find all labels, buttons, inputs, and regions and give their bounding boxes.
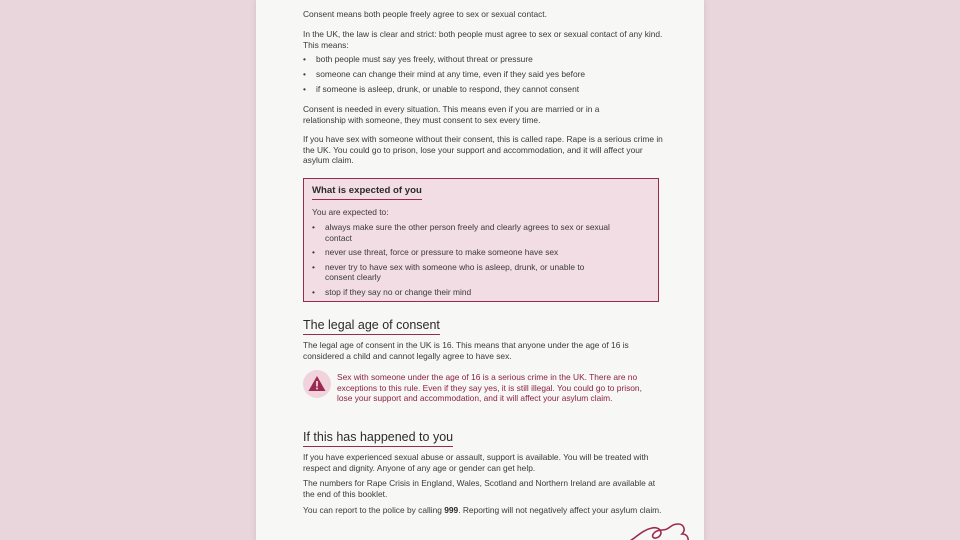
consent-rules-list — [303, 54, 665, 95]
legal-age-heading: The legal age of consent — [303, 318, 440, 335]
box-intro: You are expected to: — [312, 207, 389, 217]
report-text-end: . Reporting will not negatively affect your asylum claim. — [458, 505, 662, 515]
consent-definition: Consent means both people freely agree to sex or sexual contact. — [303, 9, 547, 19]
expected-of-you-box — [303, 178, 659, 302]
report-text: You can report to the police by calling — [303, 505, 445, 515]
list-item: • both people must say yes freely, without threat or pressure — [303, 54, 665, 65]
rape-warning-paragraph: If you have sex with someone without their consent, this is called rape. Rape is a serious crime in the UK. You could go to prison, lose your support and accommodation, and it will affect your asylum claim. — [303, 134, 663, 166]
happened-heading: If this has happened to you — [303, 430, 453, 447]
under-16-warning: Sex with someone under the age of 16 is a serious crime in the UK. There are no exceptions to this rule. Even if they say yes, it is still illegal. You could go to prison, lose your support and accommodation, and it will affect your asylum claim. — [337, 372, 642, 404]
every-situation-paragraph: Consent is needed in every situation. This means even if you are married or in a relationship with someone, they must consent to sex every time. — [303, 104, 600, 125]
list-item: • always make sure the other person freely and clearly agrees to sex or sexual contact — [312, 222, 612, 243]
list-item: • stop if they say no or change their mind — [312, 287, 612, 298]
warning-triangle-icon — [303, 370, 331, 398]
police-number: 999 — [444, 505, 459, 515]
legal-age-paragraph: The legal age of consent in the UK is 16. This means that anyone under the age of 16 is considered a child and cannot legally agree to have sex. — [303, 340, 629, 361]
report-paragraph — [303, 505, 665, 516]
list-item: • if someone is asleep, drunk, or unable to respond, they cannot consent — [303, 84, 665, 95]
box-title: What is expected of you — [312, 186, 422, 200]
support-paragraph: If you have experienced sexual abuse or assault, support is available. You will be treated with respect and dignity. Anyone of any age or gender can get help. — [303, 452, 649, 473]
list-item: • never use threat, force or pressure to make someone have sex — [312, 247, 612, 258]
list-item: • someone can change their mind at any time, even if they said yes before — [303, 69, 665, 80]
rape-crisis-paragraph: The numbers for Rape Crisis in England, Wales, Scotland and Northern Ireland are available at the end of this booklet. — [303, 478, 656, 499]
list-item: • never try to have sex with someone who is asleep, drunk, or unable to consent clearly — [312, 262, 612, 283]
uk-law-paragraph: In the UK, the law is clear and strict: both people must agree to sex or sexual contact of any kind. This means: — [303, 29, 663, 50]
booklet-page — [256, 0, 704, 540]
decorative-swirl — [626, 522, 696, 540]
expectations-list — [312, 222, 612, 302]
